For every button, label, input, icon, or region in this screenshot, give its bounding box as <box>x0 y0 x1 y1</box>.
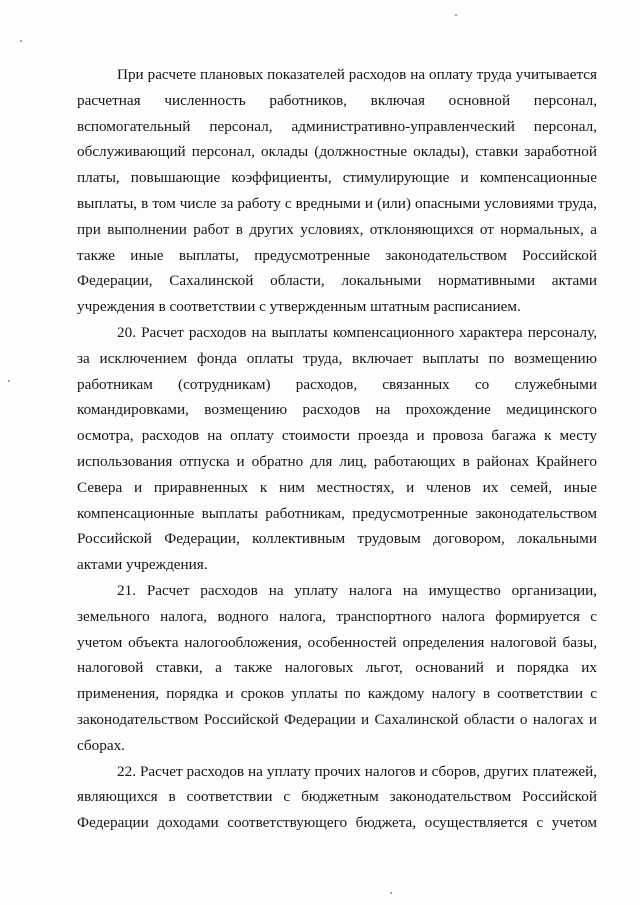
paragraph-payroll-planning: При расчете плановых показателей расходов на оплату труда учитывается расчетная численность работников, включая основной персонал, вспомогательный персонал, административно-управленческий персонал, обслуживающий персонал, оклады (должностные оклады), ставки заработной платы, повышающие коэффициенты, стимулирующие и компенсационные выплаты, в том числе за работу с вредными и (или) опасными условиями труда, при выполнении работ в других условиях, отклоняющихся от нормальных, а также иные выплаты, предусмотренные законодательством Российской Федерации, Сахалинской области, локальными нормативными актами учреждения в соответствии с утвержденным штатным расписанием. <box>77 66 597 316</box>
paragraph-20-compensation-payments: 20. Расчет расходов на выплаты компенсационного характера персоналу, за исключением фонда оплаты труда, включает выплаты по возмещению работникам (сотрудникам) расходов, связанных со служебными командировками, возмещению расходов на прохождение медицинского осмотра, расходов на оплату стоимости проезда и провоза багажа к месту использования отпуска и обратно для лиц, работающих в районах Крайнего Севера и приравненных к ним местностях, и членов их семей, иные компенсационные выплаты работникам, предусмотренные законодательством Российской Федерации, коллективным трудовым договором, локальными актами учреждения. <box>77 323 597 574</box>
paragraph-22-other-taxes: 22. Расчет расходов на уплату прочих налогов и сборов, других платежей, являющихся в соответствии с бюджетным законодательством Российской Федерации доходами соответствующего бюджета, осуществляется с учетом <box>77 762 597 832</box>
scan-speck <box>20 40 22 42</box>
scan-speck <box>390 892 392 894</box>
document-body <box>77 62 597 836</box>
paragraph-21-property-tax: 21. Расчет расходов на уплату налога на имущество организации, земельного налога, водного налога, транспортного налога формируется с учетом объекта налогообложения, особенностей определения налоговой базы, налоговой ставки, а также налоговых льгот, оснований и порядка их применения, порядка и сроков уплаты по каждому налогу в соответствии с законодательством Российской Федерации и Сахалинской области о налогах и сборах. <box>77 581 597 754</box>
scan-speck <box>455 14 457 16</box>
scan-speck <box>8 380 10 382</box>
